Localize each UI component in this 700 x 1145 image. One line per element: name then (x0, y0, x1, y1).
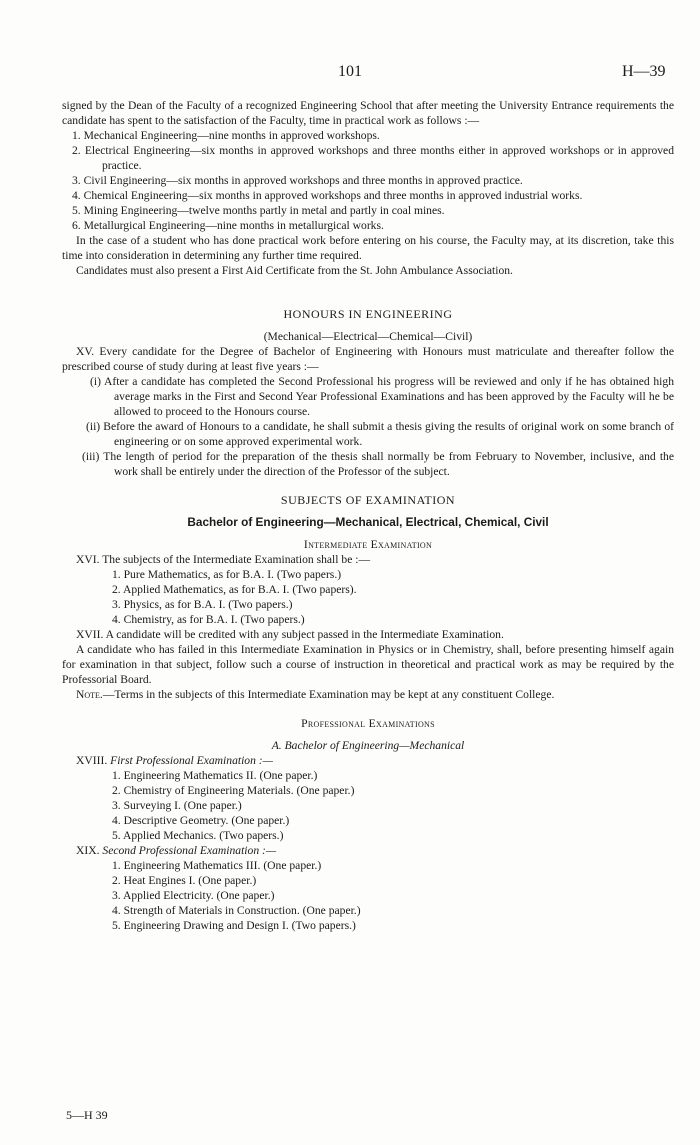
section-heading-subjects: SUBJECTS OF EXAMINATION (280, 493, 456, 507)
list-item: 2. Electrical Engineering—six months in approved workshops and three months either in approved workshops or in approved practice. (72, 144, 674, 172)
intro-paragraph: signed by the Dean of the Faculty of a recognized Engineering School that after meeting the University Entrance requirements the candidate has spent to the satisfaction of the Faculty, time in practical work as follows :— (62, 99, 674, 127)
intro-paragraph-3: Candidates must also present a First Aid Certificate from the St. John Ambulance Association. (76, 264, 513, 277)
practical-work-list (62, 128, 674, 233)
section-subheading-subjects: Bachelor of Engineering—Mechanical, Electrical, Chemical, Civil (187, 515, 549, 529)
honours-paragraph: XV. Every candidate for the Degree of Bachelor of Engineering with Honours must matriculate and thereafter follow the prescribed course of study during at least five years :— (62, 345, 674, 373)
intermediate-heading: Intermediate Examination (303, 538, 433, 551)
second-professional-label: Second Professional Examination :— (102, 844, 277, 857)
section-heading-professional: Professional Examinations (301, 717, 435, 730)
list-item: 4. Descriptive Geometry. (One paper.) (112, 814, 290, 827)
list-item: 2. Applied Mathematics, as for B.A. I. (Two papers). (112, 583, 357, 596)
intermediate-subjects-list (62, 567, 674, 627)
document-code: H—39 (622, 63, 666, 80)
section-heading-honours: HONOURS IN ENGINEERING (283, 307, 453, 321)
list-item: 3. Surveying I. (One paper.) (112, 799, 242, 812)
list-item: (i) After a candidate has completed the Second Professional his progress will be reviewed and only if he has obtained high average marks in the First and Second Year Professional Examinations and has been approved by the Faculty will he be allowed to proceed to the Honours course. (90, 375, 674, 418)
list-item: 1. Engineering Mathematics III. (One paper.) (112, 859, 322, 872)
subjects-paragraph-2: XVII. A candidate will be credited with any subject passed in the Intermediate Examination. (76, 628, 504, 641)
list-item: 3. Physics, as for B.A. I. (Two papers.) (112, 598, 293, 611)
list-item: 2. Chemistry of Engineering Materials. (One paper.) (112, 784, 355, 797)
honours-list (62, 374, 674, 479)
printer-signature: 5—H 39 (66, 1108, 108, 1122)
page-number: 101 (338, 63, 362, 80)
first-professional-list (62, 768, 674, 843)
list-item: 2. Heat Engines I. (One paper.) (112, 874, 257, 887)
list-item: 3. Applied Electricity. (One paper.) (112, 889, 275, 902)
list-item: 1. Mechanical Engineering—nine months in approved workshops. (72, 129, 380, 142)
subjects-paragraph: XVI. The subjects of the Intermediate Examination shall be :— (76, 553, 371, 566)
subjects-paragraph-3: A candidate who has failed in this Intermediate Examination in Physics or in Chemistry, shall, before presenting himself again for examination in that subject, follow such a course of instruction in theoretical and practical work as may be required by the Professorial Board. (62, 643, 674, 686)
list-item: 3. Civil Engineering—six months in approved workshops and three months in approved practice. (72, 174, 523, 187)
first-professional-number: XVIII. (76, 754, 111, 767)
intro-paragraph-2: In the case of a student who has done practical work before entering on his course, the Faculty may, at its discretion, take this time into consideration in determining any further time required. (62, 234, 674, 262)
list-item: 4. Chemical Engineering—six months in approved workshops and three months in approved industrial works. (72, 189, 583, 202)
list-item: (iii) The length of period for the preparation of the thesis shall normally be from February to November, inclusive, and the work shall be entirely under the direction of the Professor of the subject. (82, 450, 674, 478)
section-subheading-honours: (Mechanical—Electrical—Chemical—Civil) (263, 330, 473, 343)
note-paragraph (62, 687, 674, 702)
list-item: 1. Pure Mathematics, as for B.A. I. (Two papers.) (112, 568, 342, 581)
note-text: —Terms in the subjects of this Intermediate Examination may be kept at any constituent College. (102, 688, 555, 701)
second-professional-list (62, 858, 674, 933)
list-item: 5. Engineering Drawing and Design I. (Two papers.) (112, 919, 356, 932)
first-professional-title (62, 753, 674, 768)
list-item: (ii) Before the award of Honours to a candidate, he shall submit a thesis giving the results of original work on some branch of engineering or on some approved experimental work. (86, 420, 674, 448)
second-professional-number: XIX. (76, 844, 103, 857)
page-body (62, 98, 674, 933)
second-professional-title (62, 843, 674, 858)
note-label: Note. (76, 688, 103, 701)
list-item: 4. Strength of Materials in Construction. (One paper.) (112, 904, 361, 917)
list-item: 4. Chemistry, as for B.A. I. (Two papers.) (112, 613, 305, 626)
section-subheading-professional: A. Bachelor of Engineering—Mechanical (271, 739, 465, 752)
list-item: 6. Metallurgical Engineering—nine months in metallurgical works. (72, 219, 384, 232)
list-item: 1. Engineering Mathematics II. (One paper.) (112, 769, 318, 782)
list-item: 5. Applied Mechanics. (Two papers.) (112, 829, 284, 842)
first-professional-label: First Professional Examination :— (110, 754, 273, 767)
page-header (0, 64, 700, 84)
list-item: 5. Mining Engineering—twelve months partly in metal and partly in coal mines. (72, 204, 445, 217)
